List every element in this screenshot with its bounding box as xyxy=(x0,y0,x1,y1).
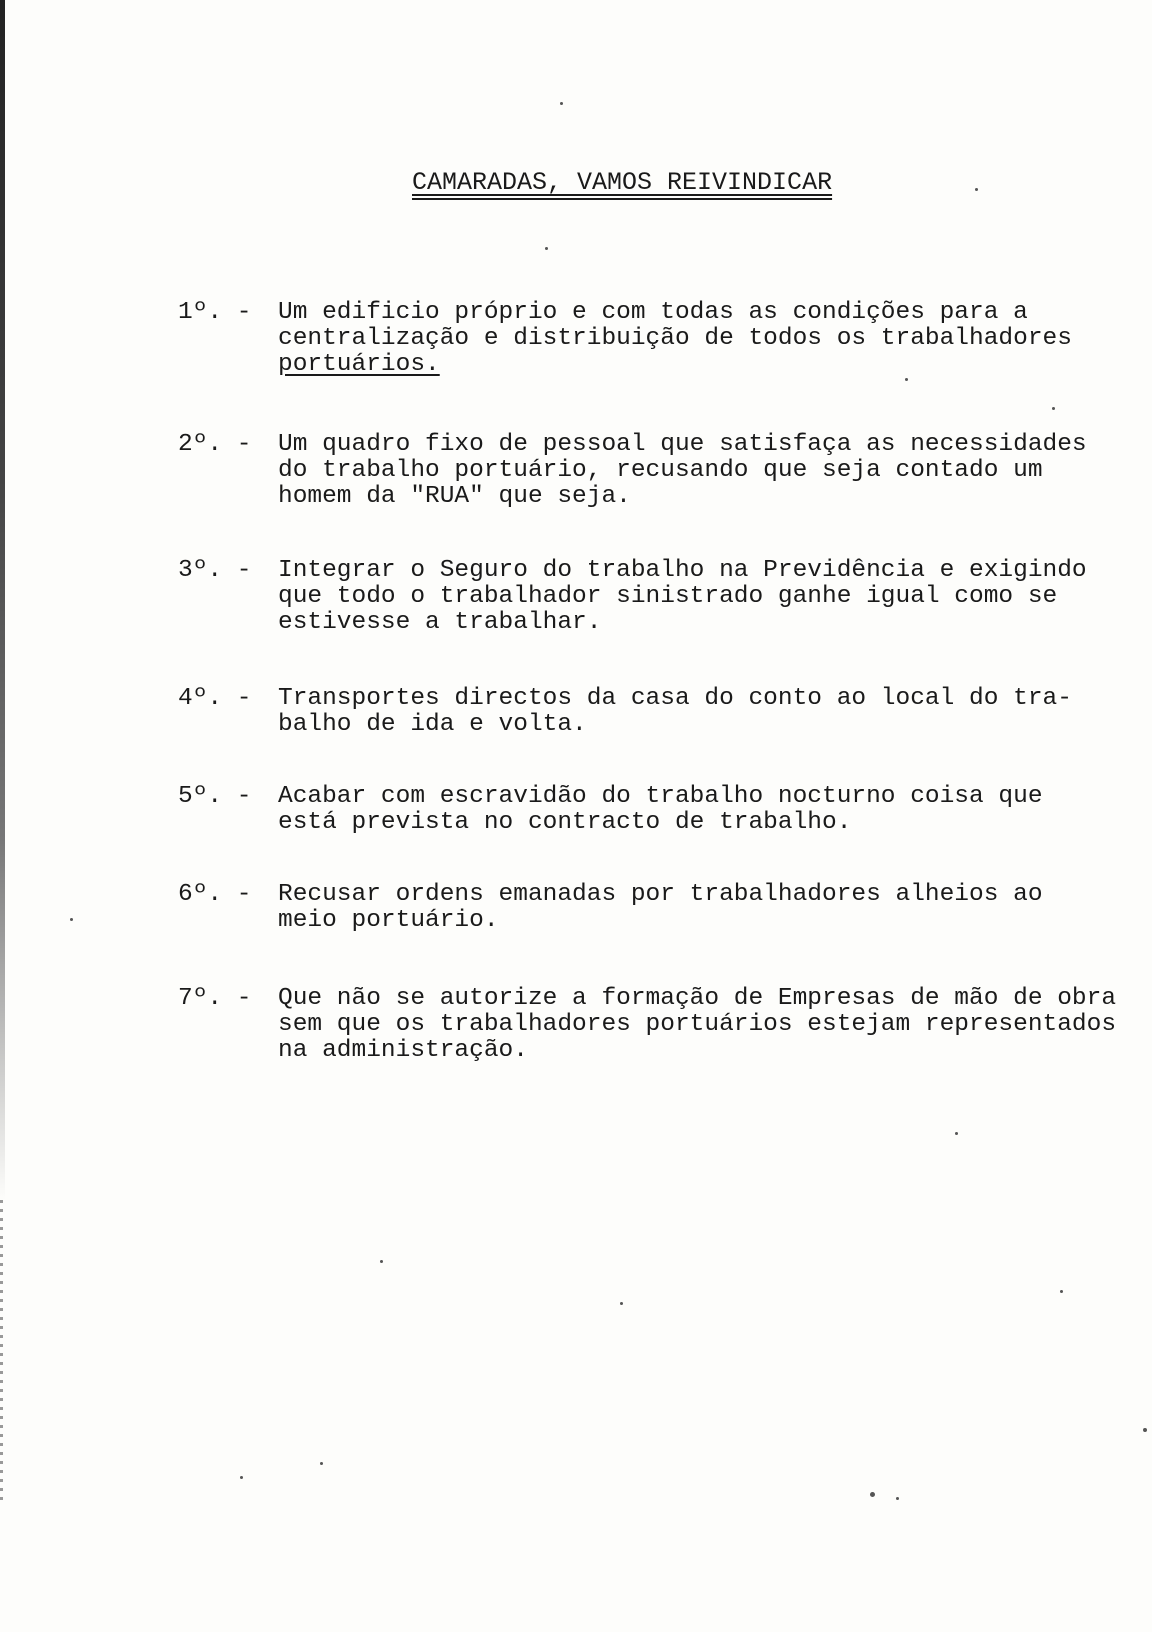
binding-edge-marks xyxy=(0,1200,3,1500)
item-number: 1º. - xyxy=(178,299,252,326)
item-number: 3º. - xyxy=(178,557,252,584)
demand-item-5 xyxy=(178,784,1138,836)
scan-speck xyxy=(1052,407,1055,410)
item-number: 2º. - xyxy=(178,431,252,458)
demand-item-4 xyxy=(178,686,1138,738)
item-number: 6º. - xyxy=(178,881,252,908)
scan-speck xyxy=(896,1497,899,1500)
scan-speck xyxy=(70,918,73,921)
scan-speck xyxy=(905,378,908,381)
scan-speck xyxy=(380,1260,383,1263)
item-text: Integrar o Seguro do trabalho na Previdência e exigindo que todo o trabalhador sinistrado ganhe igual como se estivesse a trabalhar. xyxy=(278,557,1087,636)
scan-speck xyxy=(545,247,548,250)
scan-speck xyxy=(560,102,563,105)
item-text: Um quadro fixo de pessoal que satisfaça as necessidades do trabalho portuário, recusando que seja contado um homem da "RUA" que seja. xyxy=(278,431,1087,510)
scan-speck xyxy=(620,1302,623,1305)
demand-item-7 xyxy=(178,986,1138,1064)
item-number: 4º. - xyxy=(178,685,252,712)
item-text: Acabar com escravidão do trabalho nocturno coisa que está prevista no contracto de trabalho. xyxy=(278,783,1043,836)
item-text: Transportes directos da casa do conto ao local do tra- balho de ida e volta. xyxy=(278,685,1072,738)
item-text-underlined: portuários. xyxy=(278,351,440,378)
binding-edge-shadow xyxy=(0,0,5,1200)
document-title: CAMARADAS, VAMOS REIVINDICAR xyxy=(412,168,833,197)
scan-speck xyxy=(870,1492,875,1497)
scan-speck xyxy=(320,1462,323,1465)
demand-item-1 xyxy=(178,300,1138,378)
scan-speck xyxy=(240,1476,243,1479)
item-number: 5º. - xyxy=(178,783,252,810)
item-number: 7º. - xyxy=(178,985,252,1012)
demand-item-6 xyxy=(178,882,1138,934)
item-text: Recusar ordens emanadas por trabalhadores alheios ao meio portuário. xyxy=(278,881,1043,934)
scan-speck xyxy=(955,1132,958,1135)
scan-speck xyxy=(1060,1290,1063,1293)
item-text xyxy=(278,300,1138,378)
item-text: Que não se autorize a formação de Empresas de mão de obra sem que os trabalhadores portuários estejam representados na administração. xyxy=(278,985,1117,1064)
demand-item-2 xyxy=(178,432,1138,510)
scan-speck xyxy=(975,188,978,191)
scan-speck xyxy=(1143,1428,1147,1432)
item-text-main: Um edificio próprio e com todas as condições para a centralização e distribuição de todos os trabalhadores xyxy=(278,299,1072,352)
demand-item-3 xyxy=(178,558,1138,636)
